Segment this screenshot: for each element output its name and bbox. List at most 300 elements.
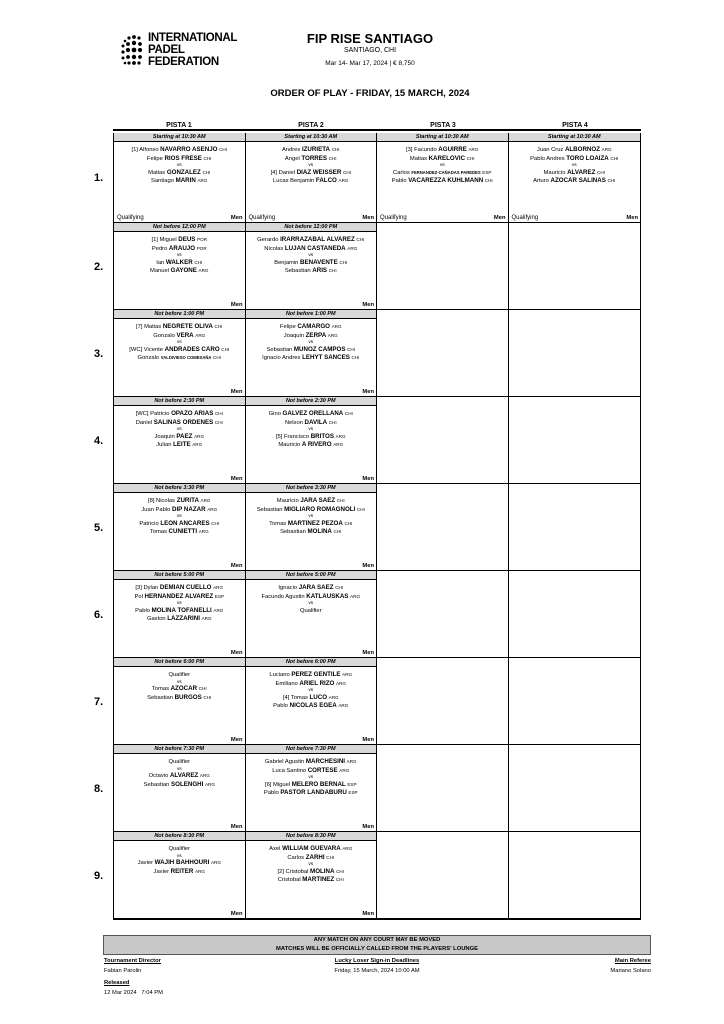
match-players	[114, 493, 245, 537]
category-label: Men	[362, 911, 374, 917]
lucky-loser-label: Lucky Loser Sign-in Deadlines	[334, 958, 420, 964]
empty-cell	[377, 484, 509, 570]
player-country: ARG	[198, 268, 209, 274]
player-last-name: CAMARGO	[297, 323, 330, 330]
player-last-name: AGUIRRE	[438, 146, 467, 153]
fip-logo-icon	[120, 33, 146, 67]
category-label: Men	[230, 737, 243, 743]
player-line	[114, 354, 245, 363]
match-time: Starting at 10:30 AM	[377, 133, 508, 142]
match-cell	[246, 745, 378, 831]
player-last-name: IZURIETA	[301, 146, 331, 153]
player-first-name: [8] Nicolas	[147, 498, 176, 504]
category-label: Men	[230, 650, 243, 656]
player-line	[246, 584, 377, 593]
player-country: ARG	[338, 178, 349, 184]
player-line	[509, 155, 641, 164]
player-line	[246, 354, 377, 363]
player-line	[114, 694, 245, 703]
player-line	[246, 876, 377, 885]
match-players	[114, 319, 245, 363]
match-cell	[246, 658, 378, 744]
referee-name: Mariano Solano	[610, 968, 651, 974]
player-first-name: Juan Pablo	[141, 506, 171, 513]
player-line	[114, 346, 245, 355]
player-first-name: [WC] Patricio	[135, 411, 170, 417]
versus-label: vs	[176, 853, 182, 859]
player-last-name: DIAZ WEISSER	[296, 168, 342, 176]
notice-line-2: MATCHES WILL BE OFFICIALLY CALLED FROM THE PLAYERS' LOUNGE	[276, 946, 478, 952]
empty-cell	[509, 571, 641, 657]
player-first-name: Qualifier	[168, 672, 191, 678]
player-first-name: Daniel	[135, 419, 153, 426]
match-players	[246, 667, 377, 711]
empty-cell	[377, 658, 509, 744]
player-line	[114, 845, 245, 854]
player-first-name: Tomas	[151, 686, 169, 693]
match-players	[246, 142, 377, 186]
player-first-name: Gabriel Agustin	[264, 759, 305, 765]
versus-label: vs	[308, 688, 314, 694]
player-last-name: TORO LOAIZA	[566, 154, 609, 162]
fip-logo	[120, 31, 238, 71]
player-line	[246, 177, 377, 186]
player-country: ARG	[339, 767, 350, 773]
player-first-name: Sebastian	[280, 529, 306, 536]
player-line	[509, 169, 641, 178]
player-line	[246, 419, 377, 428]
empty-cell	[509, 745, 641, 831]
match-number: 3.	[94, 347, 104, 360]
player-first-name: Arturo	[533, 178, 549, 185]
empty-cell	[509, 310, 641, 396]
player-first-name: Andres	[281, 147, 301, 153]
category-label: Men	[626, 215, 638, 221]
player-first-name: Gino	[268, 411, 281, 417]
match-number: 8.	[94, 782, 104, 795]
player-country: ARG	[197, 178, 208, 184]
player-country: ESP	[348, 790, 358, 796]
player-line	[246, 593, 377, 602]
player-line	[246, 789, 377, 798]
player-last-name: ZURITA	[176, 497, 199, 504]
released-value: 12 Mar 2024 7:04 PM	[104, 990, 163, 996]
empty-cell	[377, 223, 509, 309]
player-first-name: Lucas Benjamin	[273, 178, 315, 185]
match-cell	[114, 133, 246, 222]
player-first-name: Manuel	[150, 268, 170, 275]
player-last-name: LEHYT SANCES	[302, 354, 350, 362]
versus-label: vs	[176, 601, 182, 607]
match-players	[114, 406, 245, 450]
player-last-name: PAEZ	[176, 432, 193, 440]
player-country: CHI	[597, 169, 605, 175]
player-line	[246, 758, 377, 767]
match-cell	[114, 658, 246, 744]
player-last-name: MIGLIARO ROMAGNOLI	[284, 505, 356, 513]
match-cell	[114, 223, 246, 309]
match-players	[246, 580, 377, 615]
player-line	[377, 146, 508, 155]
player-last-name: IRARRAZABAL ALVAREZ	[280, 236, 355, 243]
player-line	[114, 497, 245, 506]
player-line	[509, 177, 641, 186]
player-country: CHI	[202, 169, 211, 175]
player-line	[246, 267, 377, 276]
player-first-name: Pol	[134, 593, 143, 600]
player-country: CHI	[214, 324, 223, 329]
player-line	[246, 781, 377, 790]
player-first-name: Pablo	[263, 790, 279, 797]
player-first-name: Qualifier	[168, 846, 191, 852]
player-line	[114, 520, 245, 529]
player-line	[114, 868, 245, 877]
player-country: CHI	[351, 355, 360, 361]
match-players	[246, 493, 377, 537]
player-line	[246, 441, 377, 450]
player-line	[114, 410, 245, 419]
player-first-name: Gerardo	[257, 237, 279, 243]
player-last-name: JARA SAEZ	[300, 497, 336, 504]
player-first-name: Sebastian	[266, 346, 293, 353]
courts-header	[113, 122, 641, 131]
versus-label: vs	[308, 163, 314, 169]
player-country: CHI	[328, 419, 337, 425]
player-country: CHI	[484, 178, 493, 184]
player-first-name: Benjamin	[274, 259, 299, 266]
player-first-name: Emiliano	[275, 680, 298, 687]
match-row	[94, 133, 640, 223]
player-country: CHI	[214, 419, 223, 425]
player-country: CHI	[328, 268, 337, 274]
player-first-name: [3] Dylan	[135, 585, 159, 591]
player-country: ARG	[198, 529, 209, 535]
player-line	[114, 593, 245, 602]
player-first-name: Matias	[148, 169, 166, 176]
player-last-name: DEMIAN CUELLO	[159, 584, 212, 591]
player-first-name: Carlos	[287, 854, 305, 861]
player-last-name: MARCHESINI	[305, 758, 346, 765]
player-country: POR	[197, 237, 208, 242]
player-first-name: Ignacio	[278, 585, 298, 591]
player-first-name: [5] Francisco	[275, 433, 310, 440]
player-country: ARG	[342, 672, 353, 677]
player-country: ARG	[207, 506, 218, 512]
player-country: ARG	[342, 846, 353, 851]
category-label: Men	[362, 824, 374, 830]
court-header-2: PISTA 2	[298, 122, 324, 129]
player-first-name: Qualifier	[299, 607, 322, 614]
player-last-name: KATLAUSKAS	[306, 592, 349, 600]
player-last-name: BRITOS	[310, 432, 334, 440]
player-country: CHI	[219, 147, 228, 152]
match-cell	[114, 745, 246, 831]
player-country: ESP	[347, 781, 357, 787]
player-line	[246, 245, 377, 254]
player-last-name: MARTINEZ	[302, 876, 335, 884]
player-line	[114, 155, 245, 164]
player-country: ARG	[194, 868, 205, 874]
player-country: ARG	[204, 781, 215, 787]
player-last-name: VERA	[176, 331, 194, 339]
player-line	[246, 155, 377, 164]
player-last-name: CUNIETTI	[168, 528, 198, 536]
player-country: ARG	[210, 860, 221, 866]
player-country: CHI	[335, 877, 344, 883]
player-line	[114, 506, 245, 515]
player-first-name: Luciano	[269, 672, 290, 678]
fip-logo-text	[148, 32, 237, 68]
player-first-name: Mauricio	[543, 169, 566, 176]
match-time: Not before 12:00 PM	[246, 223, 377, 232]
match-time: Not before 1:00 PM	[246, 310, 377, 319]
player-country: ARG	[335, 680, 346, 686]
match-players	[246, 841, 377, 885]
player-country: CHI	[335, 585, 344, 590]
player-country: CHI	[221, 346, 230, 352]
player-line	[246, 854, 377, 863]
match-number: 5.	[94, 521, 104, 534]
player-country: ARG	[601, 147, 612, 152]
match-players	[114, 580, 245, 624]
player-country: CHI	[328, 155, 337, 161]
player-last-name: RIOS FRESE	[164, 154, 202, 162]
player-last-name: ARIEL RIZO	[299, 679, 335, 687]
match-cell	[246, 571, 378, 657]
player-country: CHI	[607, 178, 616, 184]
match-time: Not before 1:00 PM	[114, 310, 245, 319]
empty-cell	[509, 484, 641, 570]
player-country: ARG	[328, 694, 339, 700]
player-last-name: ALVAREZ	[567, 168, 596, 176]
player-last-name: LAZZARINI	[167, 615, 200, 623]
match-number: 6.	[94, 608, 104, 621]
player-last-name: DAVILA	[304, 418, 328, 426]
player-first-name: Gonzalo	[153, 332, 175, 339]
player-line	[114, 323, 245, 332]
match-cell	[246, 223, 378, 309]
player-country: ARG	[201, 616, 212, 622]
player-first-name: Luca Santino	[272, 767, 307, 774]
player-first-name: Nelson	[284, 419, 303, 426]
player-line	[114, 236, 245, 245]
match-time: Not before 2:30 PM	[114, 397, 245, 406]
player-country: CHI	[331, 147, 340, 152]
player-first-name: Sebastian	[147, 694, 173, 701]
player-last-name: BENAVENTE	[300, 258, 338, 266]
category-label: Men	[230, 911, 243, 917]
match-row	[94, 484, 640, 571]
empty-cell	[377, 310, 509, 396]
player-last-name: ARIS	[312, 267, 328, 275]
director-label: Tournament Director	[104, 958, 161, 964]
match-number: 9.	[94, 869, 104, 882]
player-last-name: MARIN	[175, 177, 196, 185]
player-country: CHI	[213, 355, 221, 361]
player-first-name: [3] Facundo	[406, 147, 437, 153]
court-header-1: PISTA 1	[166, 122, 192, 129]
player-first-name: Ignacio Andres	[262, 355, 301, 362]
player-first-name: Sebastian	[256, 506, 283, 513]
versus-label: vs	[308, 427, 314, 433]
versus-label: vs	[308, 514, 314, 520]
player-last-name: FERNANDEZ-CAÑADAS PAREDES	[411, 169, 481, 175]
player-line	[246, 236, 377, 245]
logo-line-1: INTERNATIONAL	[148, 32, 238, 44]
category-label: Men	[362, 215, 374, 221]
player-line	[114, 528, 245, 537]
player-country: POR	[196, 245, 207, 251]
match-time: Starting at 10:30 AM	[509, 133, 641, 142]
player-last-name: SALINAS ORDENES	[153, 418, 214, 426]
match-row	[94, 745, 640, 832]
match-time: Not before 6:00 PM	[114, 658, 245, 667]
player-country: CHI	[356, 237, 365, 242]
player-line	[114, 177, 245, 186]
empty-cell	[509, 832, 641, 918]
player-first-name: Pablo Andres	[530, 155, 565, 162]
player-country: ARG	[192, 442, 203, 448]
player-first-name: Qualifier	[168, 759, 191, 765]
player-last-name: SOLENGHI	[171, 780, 204, 788]
player-country: ARG	[213, 607, 224, 613]
player-line	[246, 146, 377, 155]
player-first-name: Carlos	[393, 169, 410, 176]
player-first-name: Javier	[137, 860, 154, 867]
player-country: ESP	[482, 169, 492, 175]
player-country: ARG	[195, 332, 206, 338]
round-label: Qualifying	[248, 215, 276, 221]
match-time: Not before 6:00 PM	[246, 658, 377, 667]
player-last-name: BURGOS	[174, 693, 202, 701]
match-time: Not before 7:30 PM	[114, 745, 245, 754]
player-line	[114, 433, 245, 442]
player-first-name: [2] Cristobal	[277, 868, 309, 875]
player-line	[246, 680, 377, 689]
player-first-name: Pedro	[151, 245, 168, 252]
player-first-name: Julian	[156, 442, 172, 449]
player-line	[114, 781, 245, 790]
player-first-name: Angel	[284, 155, 300, 162]
player-line	[246, 332, 377, 341]
category-label: Men	[230, 302, 243, 308]
player-first-name: Felipe	[279, 324, 296, 330]
player-last-name: GONZALEZ	[166, 168, 201, 176]
player-last-name: LUCO	[309, 693, 328, 701]
notice-line-1: ANY MATCH ON ANY COURT MAY BE MOVED	[313, 937, 441, 943]
category-label: Men	[230, 563, 243, 569]
player-line	[246, 528, 377, 537]
category-label: Men	[230, 389, 243, 395]
player-first-name: Matias	[409, 155, 427, 162]
player-last-name: OPAZO ARIAS	[171, 410, 214, 417]
category-label: Men	[362, 389, 374, 395]
versus-label: vs	[176, 427, 182, 433]
versus-label: vs	[571, 163, 577, 169]
player-last-name: VALDIVIESO COMESAÑA	[160, 355, 212, 361]
player-line	[114, 859, 245, 868]
player-country: ARG	[335, 433, 346, 439]
match-cell	[114, 310, 246, 396]
player-first-name: Octavio	[148, 773, 169, 780]
player-first-name: Juan Cruz	[536, 147, 564, 153]
player-last-name: WAJIH BAHHOURI	[154, 859, 210, 867]
event-dates: Mar 14- Mar 17, 2024 | € 8,750	[325, 60, 415, 67]
match-number: 4.	[94, 434, 104, 447]
match-players	[246, 754, 377, 798]
player-last-name: MUÑOZ CAMPOS	[293, 345, 346, 353]
match-number: 2.	[94, 260, 104, 273]
player-country: ARG	[347, 245, 358, 251]
player-country: CHI	[336, 868, 344, 874]
player-line	[246, 506, 377, 515]
round-label: Qualifying	[117, 215, 144, 221]
player-country: ARG	[346, 759, 357, 764]
player-last-name: CORTESE	[307, 766, 338, 774]
match-players	[114, 667, 245, 702]
player-first-name: [6] Miguel	[264, 781, 291, 788]
player-last-name: ANDRADES CARO	[164, 345, 220, 353]
logo-line-3: FEDERATION	[148, 56, 219, 68]
match-row	[94, 571, 640, 658]
logo-line-2: PADEL	[148, 44, 185, 56]
empty-cell	[377, 571, 509, 657]
player-line	[114, 332, 245, 341]
player-first-name: Pablo	[135, 607, 150, 614]
player-last-name: MELERO BERNAL	[291, 780, 346, 788]
category-label: Men	[362, 737, 374, 743]
player-line	[246, 169, 377, 178]
versus-label: vs	[176, 766, 182, 772]
player-country: CHI	[194, 259, 203, 265]
player-last-name: ZARHI	[305, 853, 325, 861]
player-line	[246, 671, 377, 680]
match-cell	[114, 397, 246, 483]
match-cell	[246, 397, 378, 483]
empty-cell	[509, 223, 641, 309]
empty-cell	[509, 658, 641, 744]
player-country: CHI	[343, 169, 351, 175]
released-label: Released	[104, 980, 130, 986]
match-time: Not before 5:00 PM	[246, 571, 377, 580]
player-line	[114, 441, 245, 450]
player-country: ARG	[327, 332, 338, 338]
player-last-name: JARA SAEZ	[298, 584, 334, 591]
player-last-name: LUJAN CASTANEDA	[284, 244, 346, 252]
player-first-name: Nicolas	[264, 245, 284, 252]
player-first-name: Sebastian	[284, 268, 311, 275]
player-line	[246, 410, 377, 419]
player-country: ARG	[213, 585, 224, 590]
match-players	[114, 142, 245, 186]
player-line	[114, 584, 245, 593]
player-first-name: Tomas	[269, 520, 287, 527]
player-last-name: A RIVERO	[301, 441, 332, 449]
player-last-name: REITER	[170, 867, 194, 875]
player-country: CHI	[214, 411, 223, 416]
player-country: CHI	[198, 686, 207, 692]
player-first-name: [WC] Vicente	[129, 346, 164, 353]
referee-label: Main Referee	[614, 958, 651, 964]
player-country: CHI	[344, 520, 353, 526]
player-last-name: AZOCAR SALINAS	[550, 177, 606, 185]
category-label: Men	[230, 215, 243, 221]
empty-cell	[377, 745, 509, 831]
player-line	[114, 685, 245, 694]
player-line	[114, 758, 245, 767]
match-cell	[114, 484, 246, 570]
player-country: CHI	[203, 694, 212, 700]
